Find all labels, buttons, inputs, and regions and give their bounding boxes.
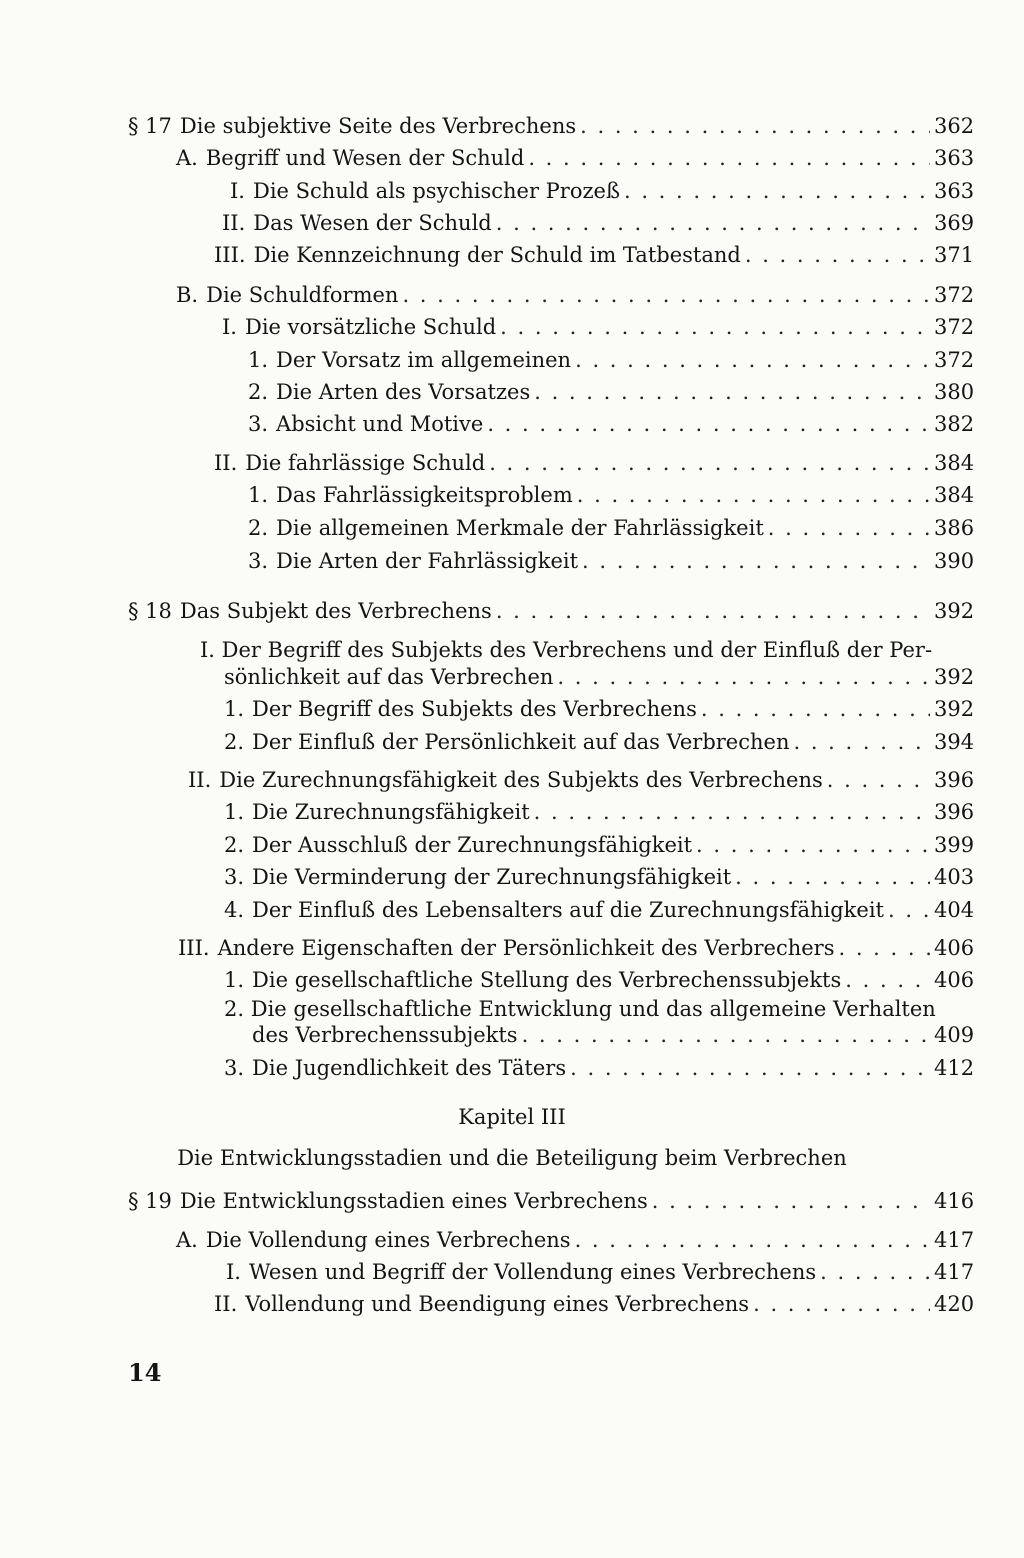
dot-leader [820,1259,930,1285]
entry-number: 1. [224,697,245,721]
entry-page: 371 [934,243,975,267]
toc-entry-s18 [128,598,974,624]
dot-leader [701,696,930,722]
entry-title: Die Kennzeichnung der Schuld im Tatbestand [253,243,741,267]
toc-entry-s17-B-I-3 [248,411,974,437]
entry-page: 390 [934,549,975,573]
entry-title: Die Arten des Vorsatzes [276,380,531,404]
dot-leader [402,282,930,308]
toc-entry-s19-A [176,1227,974,1253]
entry-page: 394 [934,730,975,754]
entry-number: 3. [248,549,269,573]
entry-number: § 19 [128,1189,172,1213]
entry-number: 2. [224,997,245,1021]
toc-entry-s17-B [176,282,974,308]
dot-leader [557,664,930,690]
dot-leader [745,242,930,268]
chapter-title: Die Entwicklungsstadien und die Beteiligung beim Verbrechen [177,1146,847,1170]
toc-entry-s17-B-I-1 [248,347,974,373]
entry-number: III. [214,243,246,267]
toc-entry-s18-I-1 [224,696,974,722]
toc-entry-s17-B-II [214,450,974,476]
entry-title: Der Ausschluß der Zurechnungsfähigkeit [252,833,693,857]
toc-entry-s18-II-3 [224,864,974,890]
dot-leader [489,450,930,476]
entry-number: 3. [224,1056,245,1080]
entry-page: 406 [934,968,975,992]
dot-leader [570,1055,930,1081]
dot-leader [696,832,930,858]
entry-page: 384 [934,483,975,507]
entry-number: B. [176,283,199,307]
entry-title: des Verbrechenssubjekts [252,1023,518,1047]
entry-page: 392 [934,697,975,721]
entry-number: I. [230,179,245,203]
entry-title: Die Entwicklungsstadien eines Verbrechens [179,1189,648,1213]
entry-number: 2. [248,380,269,404]
entry-title: Der Begriff des Subjekts des Verbrechens und der Einfluß der Per- [221,638,933,662]
toc-entry-s18-III-1 [224,967,974,993]
dot-leader [582,548,930,574]
dot-leader [496,598,930,624]
entry-title: Vollendung und Beendigung eines Verbrechens [245,1292,750,1316]
entry-page: 384 [934,451,975,475]
dot-leader [577,482,930,508]
page-number: 14 [128,1358,162,1387]
entry-title: Das Subjekt des Verbrechens [179,599,492,623]
entry-title: Der Einfluß des Lebensalters auf die Zurechnungsfähigkeit [252,898,884,922]
entry-page: 412 [934,1056,975,1080]
entry-title: Die allgemeinen Merkmale der Fahrlässigkeit [276,516,764,540]
toc-entry-s17-B-II-2 [248,515,974,541]
entry-number: II. [214,451,238,475]
entry-page: 392 [934,665,975,689]
entry-title: Wesen und Begriff der Vollendung eines Verbrechens [248,1260,817,1284]
entry-page: 417 [934,1260,975,1284]
toc-entry-s19 [128,1188,974,1214]
entry-title: Die vorsätzliche Schuld [244,315,497,339]
entry-number: II. [222,211,246,235]
toc-entry-s17-B-I-2 [248,379,974,405]
toc-entry-s17-B-II-3 [248,548,974,574]
dot-leader [624,178,930,204]
toc-entry-s18-III [178,935,974,961]
dot-leader [827,767,930,793]
dot-leader [768,515,930,541]
toc-entry-s17 [128,113,974,139]
toc-entry-s18-I-line1 [200,637,932,663]
entry-page: 417 [934,1228,975,1252]
entry-page: 396 [934,768,975,792]
toc-entry-s18-I-line2 [224,664,974,690]
dot-leader [487,411,930,437]
entry-page: 382 [934,412,975,436]
entry-title: Der Einfluß der Persönlichkeit auf das Verbrechen [252,730,790,754]
entry-title: Die Jugendlichkeit des Täters [252,1056,567,1080]
entry-number: 1. [224,968,245,992]
dot-leader [753,1291,930,1317]
entry-page: 416 [934,1189,975,1213]
dot-leader [496,210,930,236]
entry-page: 406 [934,936,975,960]
entry-number: 3. [248,412,269,436]
entry-page: 420 [934,1292,975,1316]
dot-leader [575,1227,930,1253]
entry-number: 2. [248,516,269,540]
dot-leader [534,379,930,405]
toc-entry-s18-II-1 [224,799,974,825]
entry-title: sönlichkeit auf das Verbrechen [224,665,554,689]
entry-page: 363 [934,179,975,203]
entry-title: Die subjektive Seite des Verbrechens [179,114,577,138]
entry-page: 386 [934,516,975,540]
entry-number: 4. [224,898,245,922]
entry-number: II. [188,768,212,792]
entry-page: 372 [934,348,975,372]
dot-leader [735,864,930,890]
entry-title: Die fahrlässige Schuld [245,451,486,475]
dot-leader [528,145,930,171]
entry-title: Der Begriff des Subjekts des Verbrechens [252,697,697,721]
entry-page: 380 [934,380,975,404]
dot-leader [500,314,930,340]
entry-title: Absicht und Motive [276,412,484,436]
toc-entry-s18-II-2 [224,832,974,858]
entry-title: Die Zurechnungsfähigkeit des Subjekts des Verbrechens [219,768,823,792]
entry-title: Die Zurechnungsfähigkeit [252,800,530,824]
entry-title: Die gesellschaftliche Entwicklung und das allgemeine Verhalten [250,997,936,1021]
entry-number: II. [214,1292,238,1316]
entry-title: Das Fahrlässigkeitsproblem [276,483,573,507]
entry-page: 362 [934,114,975,138]
dot-leader [580,113,930,139]
dot-leader [575,347,930,373]
entry-title: Die Verminderung der Zurechnungsfähigkeit [252,865,732,889]
entry-number: 1. [248,348,269,372]
entry-title: Die Vollendung eines Verbrechens [205,1228,571,1252]
entry-page: 363 [934,146,975,170]
entry-number: 2. [224,833,245,857]
entry-number: A. [176,146,198,170]
entry-title: Das Wesen der Schuld [253,211,492,235]
entry-page: 372 [934,283,975,307]
dot-leader [845,967,930,993]
toc-entry-s18-II-4 [224,897,974,923]
entry-number: I. [200,638,215,662]
entry-page: 392 [934,599,975,623]
toc-entry-s18-III-3 [224,1055,974,1081]
toc-entry-s18-I-2 [224,729,974,755]
toc-entry-s17-A-I [230,178,974,204]
entry-title: Begriff und Wesen der Schuld [205,146,525,170]
entry-number: 3. [224,865,245,889]
entry-title: Die Schuldformen [206,283,399,307]
dot-leader [534,799,930,825]
entry-title: Die Schuld als psychischer Prozeß [252,179,620,203]
dot-leader [522,1022,930,1048]
toc-entry-s19-A-I [226,1259,974,1285]
entry-number: 2. [224,730,245,754]
dot-leader [652,1188,930,1214]
entry-number: A. [176,1228,198,1252]
entry-number: 1. [224,800,245,824]
entry-page: 403 [934,865,975,889]
entry-number: III. [178,936,210,960]
entry-title: Andere Eigenschaften der Persönlichkeit des Verbrechers [217,936,835,960]
toc-entry-s18-II [188,767,974,793]
entry-page: 396 [934,800,975,824]
toc-entry-s17-A-II [222,210,974,236]
entry-number: I. [222,315,237,339]
toc-entry-s18-III-2-line1 [224,996,936,1022]
entry-title: Der Vorsatz im allgemeinen [276,348,572,372]
dot-leader [793,729,930,755]
entry-number: § 17 [128,114,172,138]
toc-entry-s17-A-III [214,242,974,268]
entry-page: 369 [934,211,975,235]
chapter-label: Kapitel III [458,1105,566,1129]
toc-entry-s17-B-I [222,314,974,340]
toc-entry-s17-A [176,145,974,171]
entry-page: 409 [934,1023,975,1047]
entry-number: 1. [248,483,269,507]
entry-title: Die gesellschaftliche Stellung des Verbrechenssubjekts [252,968,842,992]
entry-page: 372 [934,315,975,339]
toc-entry-s19-A-II [214,1291,974,1317]
dot-leader [888,897,930,923]
entry-number: § 18 [128,599,172,623]
entry-title: Die Arten der Fahrlässigkeit [276,549,579,573]
toc-entry-s17-B-II-1 [248,482,974,508]
entry-page: 404 [934,898,975,922]
entry-number: I. [226,1260,241,1284]
entry-page: 399 [934,833,975,857]
toc-entry-s18-III-2-line2 [252,1022,974,1048]
dot-leader [838,935,930,961]
